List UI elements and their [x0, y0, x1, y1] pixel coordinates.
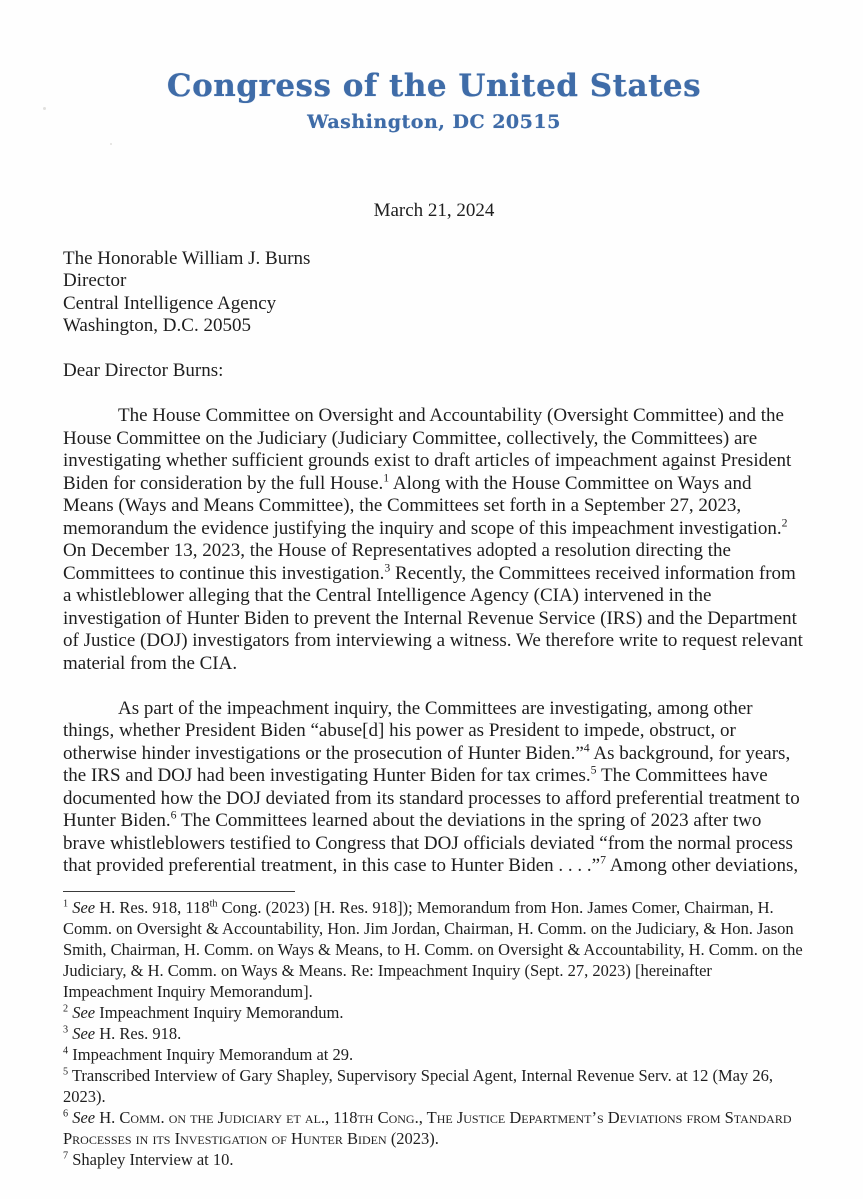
- recipient-address: Washington, D.C. 20505: [63, 315, 251, 336]
- footnote-separator: [63, 891, 295, 892]
- salutation: Dear Director Burns:: [63, 360, 224, 381]
- footnote-1: $^1$ See H. Res. 918, 118th Cong. (2023) [H. Res. 918]); Memorandum from Hon. James Comer, Chairman, H. Comm. on Oversight & Accountability, Hon. Jim Jordan, Chairman, H. Comm. on the Judiciary, & Hon. Jason Smith, Chairman, H. Comm. on Ways & Means, to H. Comm. on Oversight & Accountability, H. Comm. on the Judiciary, & H. Comm. on Ways & Means. Re: Impeachment Inquiry (Sept. 27, 2023) [hereinafter Impeachment Inquiry Memorandum].: [63, 897, 803, 1001]
- letterhead: [63, 66, 805, 134]
- scan-speck: [110, 143, 112, 145]
- body-paragraph-2: As part of the impeachment inquiry, the Committees are investigating, among other things, whether President Biden “abuse[d] his power as President to impede, obstruct, or otherwise hinder investigations or the prosecution of Hunter Biden.”$^4$ As background, for years, the IRS and DOJ had been investigating Hunter Biden for tax crimes.$^5$ The Committees have documented how the DOJ deviated from its standard processes to afford preferential treatment to Hunter Biden.$^6$ The Committees learned about the deviations in the spring of 2023 after two brave whistleblowers testified to Congress that DOJ officials deviated “from the normal process that provided preferential treatment, in this case to Hunter Biden . . . .”$^7$ Among other deviations,: [63, 697, 800, 876]
- footnote-6: $^6$ See H. Comm. on the Judiciary et al., 118th Cong., The Justice Department’s Deviations from Standard Processes in its Investigation of Hunter Biden (2023).: [63, 1107, 792, 1148]
- recipient-agency: Central Intelligence Agency: [63, 292, 277, 314]
- body-paragraph-1: The House Committee on Oversight and Accountability (Oversight Committee) and the House Committee on the Judiciary (Judiciary Committee, collectively, the Committees) are investigating whether sufficient grounds exist to draft articles of impeachment against President Biden for consideration by the full House.$^1$ Along with the House Committee on Ways and Means (Ways and Means Committee), the Committees set forth in a September 27, 2023, memorandum the evidence justifying the inquiry and scope of this impeachment investigation.$^2$ On December 13, 2023, the House of Representatives adopted a resolution directing the Committees to continue this investigation.$^3$ Recently, the Committees received information from a whistleblower alleging that the Central Intelligence Agency (CIA) intervened in the investigation of Hunter Biden to prevent the Internal Revenue Service (IRS) and the Department of Justice (DOJ) investigators from interviewing a witness. We therefore write to request relevant material from the CIA.: [63, 405, 803, 674]
- recipient-title: Director: [63, 270, 127, 291]
- footnote-4: $^4$ Impeachment Inquiry Memorandum at 29.: [63, 1044, 354, 1064]
- footnote-3: $^3$ See H. Res. 918.: [63, 1023, 182, 1043]
- letterhead-title: Congress of the United States: [166, 68, 702, 104]
- footnote-7: $^7$ Shapley Interview at 10.: [63, 1149, 234, 1169]
- footnote-2: $^2$ See Impeachment Inquiry Memorandum.: [63, 1002, 344, 1022]
- scan-speck: [43, 107, 46, 110]
- footnote-5: $^5$ Transcribed Interview of Gary Shapley, Supervisory Special Agent, Internal Revenue Serv. at 12 (May 26, 2023).: [63, 1065, 774, 1106]
- recipient-name: The Honorable William J. Burns: [63, 247, 311, 269]
- recipient-block: [63, 248, 805, 338]
- letterhead-subtitle: Washington, DC 20515: [307, 111, 561, 133]
- date-line: March 21, 2024: [373, 200, 495, 221]
- footnote-list: [63, 897, 805, 1170]
